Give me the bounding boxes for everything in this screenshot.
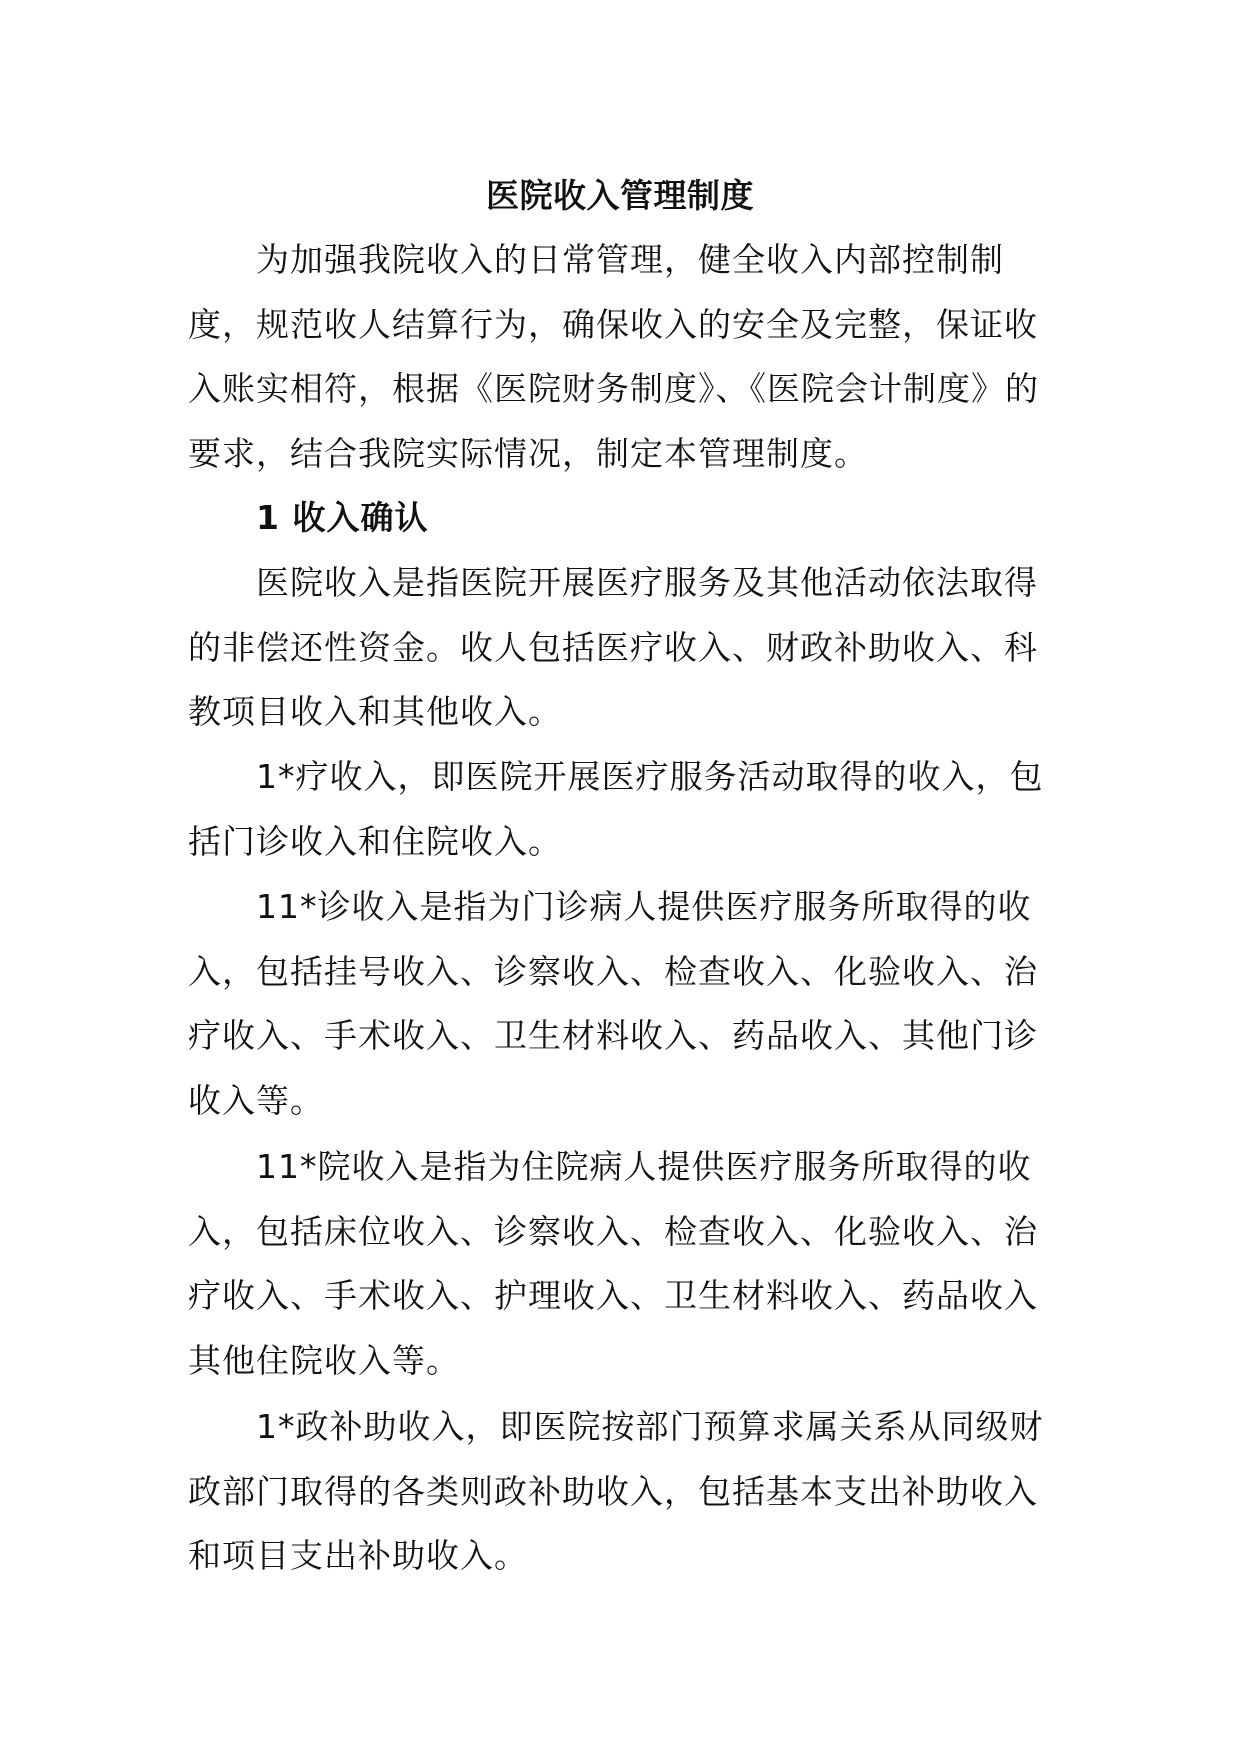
document-title: 医院收入管理制度	[486, 176, 754, 215]
intro-paragraph: 为加强我院收入的日常管理，健全收入内部控制制度，规范收人结算行为，确保收入的安全及完整，保证收入账实相符，根据《医院财务制度》、《医院会计制度》的要求，结合我院实际情况，制定本管理制度。	[188, 240, 1039, 473]
section-heading-income-recognition: 1 收入确认	[256, 498, 429, 537]
inpatient-income-paragraph: 11*院收入是指为住院病人提供医疗服务所取得的收入，包括床位收入、诊察收入、检查收入、化验收入、治疗收入、手术收入、护理收入、卫生材料收入、药品收入其他住院收入等。	[188, 1147, 1038, 1380]
outpatient-income-paragraph: 11*诊收入是指为门诊病人提供医疗服务所取得的收入，包括挂号收入、诊察收入、检查收入、化验收入、治疗收入、手术收入、卫生材料收入、药品收入、其他门诊收入等。	[188, 887, 1038, 1120]
subsidy-income-paragraph: 1*政补助收入，即医院按部门预算求属关系从同级财政部门取得的各类则政补助收入，包括基本支出补助收入和项目支出补助收入。	[188, 1407, 1044, 1575]
medical-income-paragraph: 1*疗收入，即医院开展医疗服务活动取得的收入，包括门诊收入和住院收入。	[188, 757, 1044, 861]
definition-paragraph: 医院收入是指医院开展医疗服务及其他活动依法取得的非偿还性资金。收人包括医疗收入、财政补助收入、科教项目收入和其他收入。	[188, 563, 1038, 731]
